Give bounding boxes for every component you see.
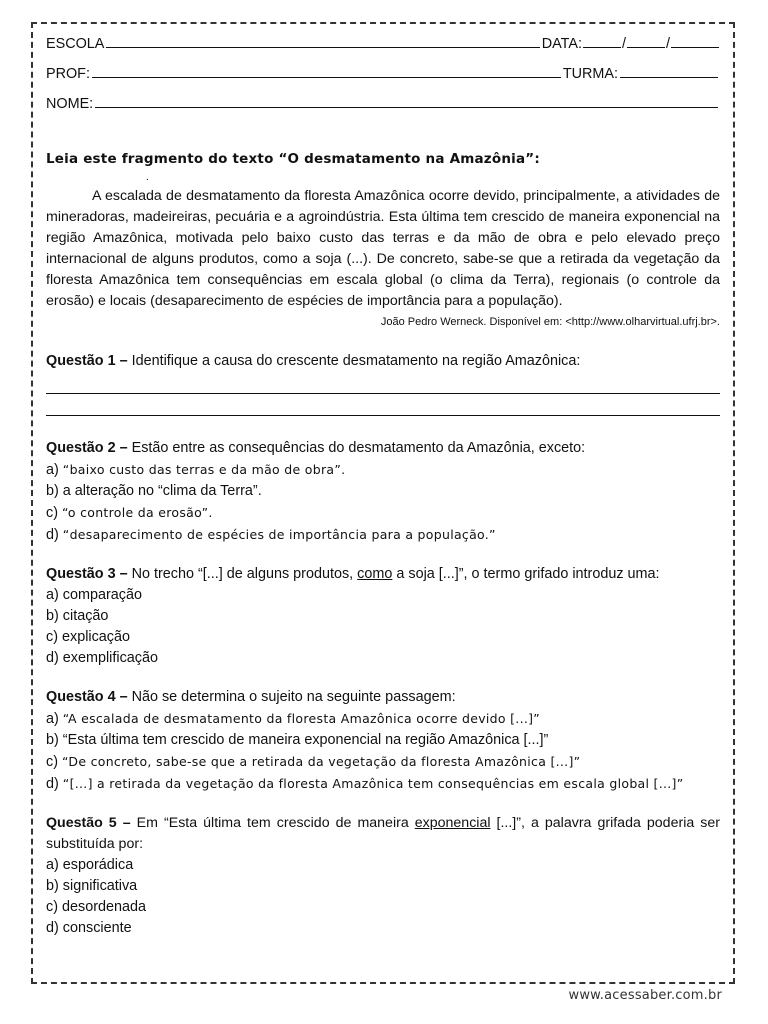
date-year-field[interactable] [671, 46, 719, 48]
question-3-option-b[interactable]: b) citação [46, 608, 109, 624]
question-1-text: Identifique a causa do crescente desmatamento na região Amazônica: [127, 353, 581, 369]
header-fields [46, 36, 720, 116]
date-label: DATA: [541, 36, 582, 52]
class-label: TURMA: [562, 66, 618, 82]
question-4-option-c[interactable]: c) “De concreto, sabe-se que a retirada da vegetação da floresta Amazônica [...]” [46, 754, 581, 770]
question-4-option-d[interactable]: d) “[...] a retirada da vegetação da floresta Amazônica tem consequências em escala global [...]” [46, 776, 684, 792]
name-label: NOME: [46, 96, 94, 112]
date-month-field[interactable] [627, 46, 665, 48]
name-field[interactable] [95, 106, 718, 108]
website-footer: www.acessaber.com.br [568, 988, 722, 1003]
teacher-field[interactable] [92, 76, 561, 78]
question-2-option-a[interactable]: a) “baixo custo das terras e da mão de obra”. [46, 462, 346, 478]
question-2-text: Estão entre as consequências do desmatamento da Amazônia, exceto: [127, 440, 586, 456]
question-4-text: Não se determina o sujeito na seguinte passagem: [127, 689, 456, 705]
date-separator: / [666, 36, 670, 52]
question-5 [46, 813, 720, 939]
school-label: ESCOLA [46, 36, 105, 52]
question-5-text-end: [...]”, a palavra grifada poderia ser substituída por: [46, 815, 720, 852]
question-5-option-b[interactable]: b) significativa [46, 878, 138, 894]
text-passage [46, 186, 720, 312]
question-5-option-c[interactable]: c) desordenada [46, 899, 147, 915]
question-5-option-a[interactable]: a) esporádica [46, 857, 134, 873]
question-3-option-d[interactable]: d) exemplificação [46, 650, 158, 666]
school-field[interactable] [106, 46, 539, 48]
question-3-option-c[interactable]: c) explicação [46, 629, 130, 645]
worksheet [46, 36, 720, 939]
question-3 [46, 564, 720, 669]
school-date-row [46, 36, 720, 56]
question-3-underlined-term: como [357, 566, 393, 582]
reading-instruction: Leia este fragmento do texto “O desmatamento na Amazônia”: [46, 151, 540, 167]
teacher-label: PROF: [46, 66, 90, 82]
class-field[interactable] [620, 76, 718, 78]
teacher-class-row [46, 66, 720, 86]
question-2-option-d[interactable]: d) “desaparecimento de espécies de importância para a população.” [46, 527, 496, 543]
name-row [46, 96, 720, 116]
answer-line-1[interactable] [46, 372, 720, 394]
question-4-title: Questão 4 – [46, 689, 128, 705]
date-separator: / [622, 36, 626, 52]
question-2-option-b[interactable]: b) a alteração no “clima da Terra”. [46, 483, 262, 499]
question-2-option-c[interactable]: c) “o controle da erosão”. [46, 505, 213, 521]
question-5-underlined-term: exponencial [414, 815, 491, 831]
question-1 [46, 351, 720, 416]
answer-line-2[interactable] [46, 394, 720, 416]
question-5-title: Questão 5 – [46, 815, 131, 831]
question-3-option-a[interactable]: a) comparação [46, 587, 142, 603]
question-4-option-b[interactable]: b) “Esta última tem crescido de maneira exponencial na região Amazônica [...]” [46, 732, 549, 748]
question-3-text-end: a soja [...]”, o termo grifado introduz uma: [392, 566, 660, 582]
question-3-text: No trecho “[...] de alguns produtos, [127, 566, 358, 582]
question-1-title: Questão 1 – [46, 353, 128, 369]
question-5-option-d[interactable]: d) consciente [46, 920, 132, 936]
passage-source: João Pedro Werneck. Disponível em: <http://www.olharvirtual.ufrj.br>. [380, 316, 720, 328]
passage-paragraph: A escalada de desmatamento da floresta Amazônica ocorre devido, principalmente, a atividades de mineradoras, madeireiras, pecuária e a agroindústria. Esta última tem crescido de maneira exponencial na região Amazônica, motivada pelo baixo custo das terras e da mão de obra e pelo elevado preço internacional de alguns produtos, como a soja (...). De concreto, sabe-se que a retirada da vegetação da floresta Amazônica tem consequências em escala global (o clima da Terra), regionais (o controle da erosão) e locais (desaparecimento de espécies de importância para a população). [46, 188, 720, 309]
question-2-title: Questão 2 – [46, 440, 128, 456]
question-5-text: Em “Esta última tem crescido de maneira [130, 815, 415, 831]
question-3-title: Questão 3 – [46, 566, 128, 582]
question-4-option-a[interactable]: a) “A escalada de desmatamento da floresta Amazônica ocorre devido [...]” [46, 711, 541, 727]
question-4 [46, 687, 720, 795]
date-day-field[interactable] [583, 46, 621, 48]
question-2 [46, 438, 720, 546]
stray-mark: . [146, 172, 149, 183]
